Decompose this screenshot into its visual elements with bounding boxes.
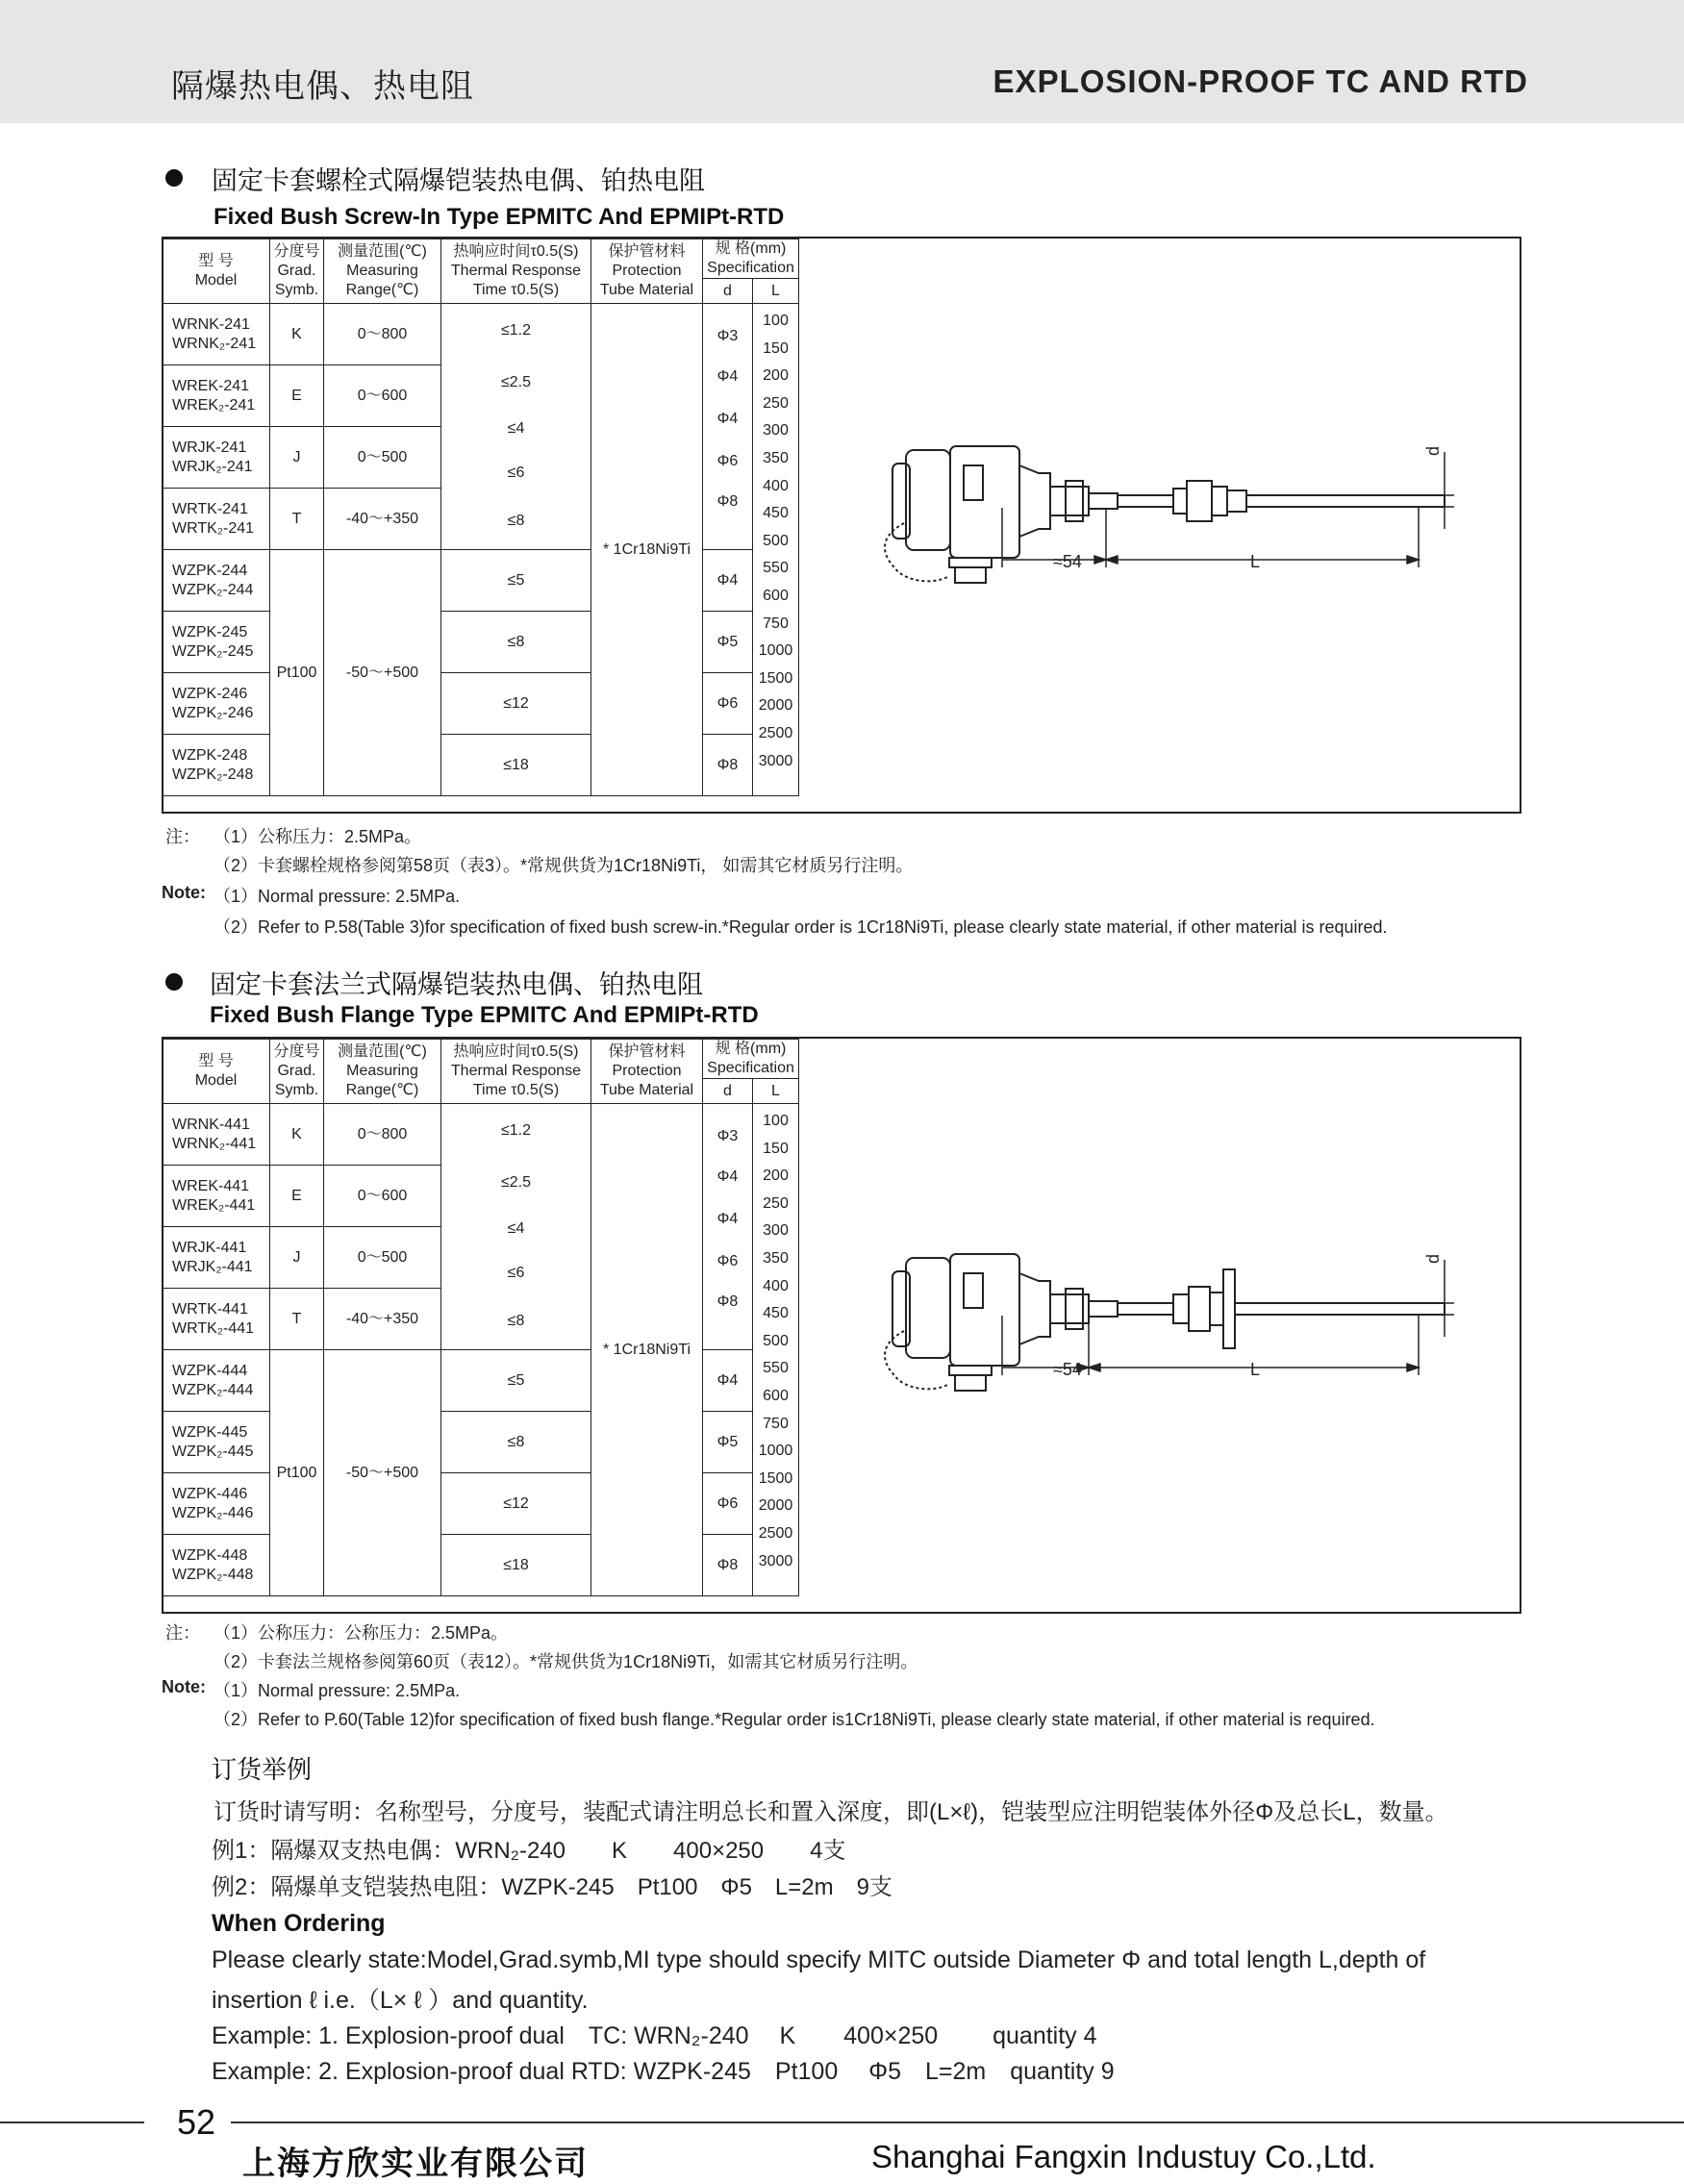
response-tc-cell: [441, 304, 591, 550]
length-value: 600: [763, 588, 789, 604]
diameter-rtd-cell: Φ5: [703, 612, 753, 673]
response-value: ≤2.5: [500, 374, 532, 390]
length-value: 1500: [758, 1469, 793, 1487]
length-value: 150: [763, 1140, 789, 1157]
diameter-rtd-cell: Φ5: [703, 1412, 753, 1473]
model-name-line: WRNK₂-241: [172, 335, 257, 352]
diameter-value: Φ4: [716, 368, 739, 385]
model-name-line: WZPK-448: [172, 1546, 248, 1564]
col-header-model-line: 型 号: [198, 1053, 234, 1069]
table-row: [163, 735, 799, 796]
col-header-range-line: Measuring: [346, 263, 418, 279]
range-cell: -40～+350: [324, 489, 441, 550]
grad-cell: K: [270, 304, 324, 365]
col-header-grad-line: 分度号: [273, 243, 320, 260]
header-title-en: EXPLOSION-PROOF TC AND RTD: [993, 63, 1528, 99]
col-header-range-line: Measuring: [346, 1063, 418, 1079]
col-header-range: [324, 239, 441, 304]
section1-bullet: [165, 169, 183, 187]
col-header-material-line: Tube Material: [599, 282, 694, 298]
section2-note-en2: （2）Refer to P.60(Table 12)for specification of fixed bush flange.*Regular order is1Cr18Ni9Ti, please clearly state material, if other material is required.: [214, 1710, 1375, 1729]
dim-d-label: d: [1423, 445, 1443, 456]
section2-note-label-cn: 注：: [165, 1623, 200, 1643]
material-cell: * 1Cr18Ni9Ti: [591, 1104, 703, 1596]
footer-company-en: Shanghai Fangxin Industuy Co.,Ltd.: [871, 2139, 1376, 2174]
col-header-d: d: [703, 279, 753, 304]
dim-L-label: L: [1250, 552, 1261, 571]
length-value: 500: [763, 1332, 789, 1349]
col-header-grad-line: Symb.: [274, 282, 319, 298]
response-value: ≤6: [507, 1265, 525, 1281]
section1-title-en: Fixed Bush Screw-In Type EPMITC And EPMIPt-RTD: [214, 204, 785, 230]
section2-note-cn1: （1）公称压力：公称压力：2.5MPa。: [214, 1623, 509, 1643]
diameter-rtd-cell: Φ6: [703, 1473, 753, 1535]
col-header-model: [163, 1040, 270, 1104]
table-row: [163, 1412, 799, 1473]
response-value: ≤4: [507, 1220, 525, 1237]
grad-cell: Pt100: [270, 550, 324, 796]
diameter-rtd-cell: Φ4: [703, 550, 753, 612]
ordering-line-cn: 订货时请写明：名称型号，分度号，装配式请注明总长和置入深度，即(L×ℓ)，铠装型应注明铠装体外径Φ及总长L，数量。: [214, 1799, 1448, 1825]
length-value: 1000: [758, 642, 793, 660]
model-name-line: WRJK₂-441: [172, 1258, 253, 1275]
section1-title-cn: 固定卡套螺栓式隔爆铠装热电偶、铂热电阻: [212, 166, 705, 195]
section2-title-en: Fixed Bush Flange Type EPMITC And EPMIPt-RTD: [210, 1002, 759, 1028]
col-header-grad: [270, 1040, 324, 1104]
length-value: 100: [763, 1113, 789, 1129]
col-header-spec-line: Specification: [707, 1060, 794, 1076]
length-value: 100: [763, 313, 789, 329]
header-title-cn: 隔爆热电偶、热电阻: [171, 68, 474, 105]
grad-cell: K: [270, 1104, 324, 1166]
range-cell: -40～+350: [324, 1289, 441, 1350]
col-header-grad: [270, 239, 324, 304]
response-value: ≤2.5: [500, 1174, 532, 1191]
model-name-line: WRNK-241: [172, 315, 250, 333]
grad-cell: E: [270, 1166, 324, 1227]
diameter-value: Φ4: [716, 1211, 739, 1227]
ordering-title-cn: 订货举例: [212, 1755, 313, 1784]
col-header-material-line: 保护管材料: [608, 1043, 686, 1060]
col-header-L: L: [753, 279, 799, 304]
diameter-rtd-cell: Φ6: [703, 673, 753, 735]
col-header-material-line: Protection: [612, 263, 682, 279]
model-name-line: WREK-441: [172, 1177, 250, 1194]
response-value: ≤1.2: [500, 322, 532, 339]
col-header-grad-line: Grad.: [277, 263, 316, 279]
col-header-d: d: [703, 1079, 753, 1104]
response-rtd-cell: ≤12: [441, 1473, 591, 1535]
response-value: ≤8: [507, 513, 525, 529]
length-value: 750: [763, 1415, 789, 1432]
col-header-material: [591, 239, 703, 304]
table-row: [163, 1535, 799, 1596]
model-name-line: WZPK₂-448: [172, 1566, 254, 1583]
length-value: 300: [763, 422, 789, 439]
length-value: 350: [763, 450, 789, 466]
response-rtd-cell: ≤12: [441, 673, 591, 735]
section1-spec-table: [162, 238, 799, 796]
model-cell: [163, 612, 270, 673]
section2-note-cn2: （2）卡套法兰规格参阅第60页（表12）。*常规供货为1Cr18Ni9Ti，如需其它材质另行注明。: [214, 1652, 918, 1671]
section2-bullet: [165, 973, 183, 991]
response-rtd-cell: ≤5: [441, 550, 591, 612]
grad-cell: J: [270, 1227, 324, 1289]
ordering-line-en1: Please clearly state:Model,Grad.symb,MI type should specify MITC outside Diameter Φ and total length L,depth of: [212, 1946, 1426, 1973]
section1-note-cn1: （1）公称压力：2.5MPa。: [214, 827, 422, 846]
response-rtd-cell: ≤18: [441, 1535, 591, 1596]
model-cell: [163, 1535, 270, 1596]
flange-thermocouple-drawing: [846, 1231, 1462, 1404]
length-value: 450: [763, 1305, 789, 1322]
table-row: [163, 1350, 799, 1412]
col-header-grad-line: 分度号: [273, 1043, 320, 1060]
section1-note-label-cn: 注：: [165, 827, 200, 846]
table-row: [163, 550, 799, 612]
grad-cell: Pt100: [270, 1350, 324, 1596]
col-header-L: L: [753, 1079, 799, 1104]
table-row: [163, 1104, 799, 1166]
col-header-spec: [703, 1040, 799, 1079]
response-rtd-cell: ≤8: [441, 1412, 591, 1473]
model-cell: [163, 673, 270, 735]
length-value: 2500: [758, 725, 793, 741]
model-cell: [163, 550, 270, 612]
model-cell: [163, 735, 270, 796]
model-name-line: WZPK-445: [172, 1423, 248, 1441]
col-header-response-line: Thermal Response: [450, 263, 582, 279]
diameter-tc-cell: [703, 304, 753, 550]
model-name-line: WZPK₂-248: [172, 766, 254, 783]
diameter-rtd-cell: Φ8: [703, 735, 753, 796]
ordering-title-en: When Ordering: [212, 1910, 386, 1937]
model-cell: [163, 1473, 270, 1535]
length-value: 550: [763, 1360, 789, 1377]
model-name-line: WREK₂-241: [172, 396, 256, 414]
ordering-example2-cn: 例2：隔爆单支铠装热电阻：WZPK-245 Pt100 Φ5 L=2m 9支: [212, 1874, 892, 1900]
section1-note-label-en: Note:: [162, 883, 206, 902]
section2-note-en1: （1）Normal pressure: 2.5MPa.: [214, 1681, 461, 1700]
table-row: [163, 1473, 799, 1535]
diameter-value: Φ6: [716, 453, 739, 469]
response-value: ≤6: [507, 464, 525, 481]
length-value: 350: [763, 1250, 789, 1267]
range-cell: 0～500: [324, 1227, 441, 1289]
diameter-rtd-cell: Φ8: [703, 1535, 753, 1596]
footer-line-left: [0, 2121, 144, 2123]
col-header-material-line: Protection: [612, 1063, 682, 1079]
model-name-line: WZPK₂-446: [172, 1504, 254, 1521]
length-value: 3000: [758, 1552, 793, 1569]
model-cell: [163, 304, 270, 365]
length-value: 200: [763, 367, 789, 385]
model-cell: [163, 365, 270, 427]
model-name-line: WZPK₂-246: [172, 704, 254, 721]
model-name-line: WZPK-446: [172, 1485, 248, 1502]
model-name-line: WRJK₂-241: [172, 458, 253, 475]
model-cell: [163, 1350, 270, 1412]
length-value: 250: [763, 1194, 789, 1212]
col-header-range-line: Range(℃): [345, 282, 419, 298]
model-name-line: WZPK-248: [172, 746, 248, 764]
col-header-response-line: 热响应时间τ0.5(S): [453, 243, 579, 260]
model-name-line: WRJK-241: [172, 439, 247, 456]
col-header-spec-line: 规 格(mm): [715, 240, 787, 257]
model-name-line: WREK-241: [172, 377, 250, 394]
col-header-material-line: 保护管材料: [608, 243, 686, 260]
length-value: 3000: [758, 752, 793, 769]
col-header-model-line: 型 号: [198, 253, 234, 269]
col-header-model-line: Model: [194, 1072, 238, 1089]
material-cell: * 1Cr18Ni9Ti: [591, 304, 703, 796]
model-name-line: WZPK₂-445: [172, 1443, 254, 1460]
diameter-value: Φ3: [716, 328, 739, 344]
range-cell: -50～+500: [324, 1350, 441, 1596]
response-rtd-cell: ≤18: [441, 735, 591, 796]
col-header-response: [441, 1040, 591, 1104]
ordering-line-en2: insertion ℓ i.e.（L× ℓ ）and quantity.: [212, 1987, 589, 2014]
section1-note-cn2: （2）卡套螺栓规格参阅第58页（表3）。*常规供货为1Cr18Ni9Ti， 如需其它材质另行注明。: [214, 856, 914, 875]
section1-note-en1: （1）Normal pressure: 2.5MPa.: [214, 887, 461, 906]
length-cell: [753, 304, 799, 796]
ordering-example1-en: Example: 1. Explosion-proof dual TC: WRN₂-240 K 400×250 quantity 4: [212, 2022, 1097, 2049]
col-header-spec-line: Specification: [707, 260, 794, 276]
length-value: 400: [763, 477, 789, 494]
col-header-response-line: Time τ0.5(S): [472, 1082, 560, 1098]
diameter-value: Φ4: [716, 1168, 739, 1185]
page-number: 52: [177, 2102, 216, 2142]
screw-in-thermocouple-drawing: [846, 423, 1462, 596]
ordering-example2-en: Example: 2. Explosion-proof dual RTD: WZPK-245 Pt100 Φ5 L=2m quantity 9: [212, 2058, 1115, 2085]
model-name-line: WZPK-444: [172, 1362, 248, 1379]
col-header-range-line: Range(℃): [345, 1082, 419, 1098]
model-cell: [163, 1289, 270, 1350]
length-value: 300: [763, 1222, 789, 1240]
model-cell: [163, 489, 270, 550]
response-value: ≤4: [507, 420, 525, 437]
model-cell: [163, 1166, 270, 1227]
model-name-line: WRNK-441: [172, 1116, 250, 1133]
diameter-value: Φ4: [716, 411, 739, 427]
diameter-value: Φ6: [716, 1253, 739, 1269]
dim-L-label: L: [1250, 1360, 1261, 1379]
model-cell: [163, 1227, 270, 1289]
response-value: ≤1.2: [500, 1122, 532, 1139]
length-value: 450: [763, 505, 789, 522]
col-header-spec: [703, 239, 799, 279]
diameter-value: Φ3: [716, 1128, 739, 1144]
model-name-line: WZPK-244: [172, 562, 248, 579]
length-cell: [753, 1104, 799, 1596]
table-row: [163, 304, 799, 365]
section2-note-label-en: Note:: [162, 1677, 206, 1696]
col-header-response-line: 热响应时间τ0.5(S): [453, 1043, 579, 1060]
model-cell: [163, 427, 270, 489]
col-header-grad-line: Symb.: [274, 1082, 319, 1098]
col-header-response: [441, 239, 591, 304]
section2-title-cn: 固定卡套法兰式隔爆铠装热电偶、铂热电阻: [210, 970, 703, 999]
grad-cell: T: [270, 489, 324, 550]
response-value: ≤8: [507, 1313, 525, 1329]
length-value: 400: [763, 1277, 789, 1294]
col-header-response-line: Thermal Response: [450, 1063, 582, 1079]
col-header-material: [591, 1040, 703, 1104]
length-value: 250: [763, 394, 789, 412]
model-name-line: WREK₂-441: [172, 1196, 256, 1214]
diameter-rtd-cell: Φ4: [703, 1350, 753, 1412]
dim-54-label: ≈54: [1053, 1360, 1082, 1379]
table-row: [163, 612, 799, 673]
model-cell: [163, 1104, 270, 1166]
range-cell: -50～+500: [324, 550, 441, 796]
range-cell: 0～500: [324, 427, 441, 489]
diameter-value: Φ8: [716, 493, 739, 510]
ordering-example1-cn: 例1：隔爆双支热电偶：WRN₂-240 K 400×250 4支: [212, 1838, 846, 1864]
length-value: 150: [763, 339, 789, 357]
length-value: 2000: [758, 1497, 793, 1515]
section2-spec-table: [162, 1039, 799, 1596]
col-header-range: [324, 1040, 441, 1104]
col-header-model: [163, 239, 270, 304]
model-name-line: WRTK₂-241: [172, 519, 255, 537]
col-header-grad-line: Grad.: [277, 1063, 316, 1079]
model-cell: [163, 1412, 270, 1473]
model-name-line: WRJK-441: [172, 1239, 247, 1256]
footer-company-cn: 上海方欣实业有限公司: [242, 2146, 589, 2182]
model-name-line: WZPK₂-245: [172, 642, 254, 660]
col-header-spec-line: 规 格(mm): [715, 1041, 787, 1057]
length-value: 2000: [758, 697, 793, 715]
model-name-line: WRTK-241: [172, 500, 248, 517]
response-rtd-cell: ≤8: [441, 612, 591, 673]
col-header-range-line: 测量范围(℃): [338, 1043, 427, 1060]
length-value: 1000: [758, 1443, 793, 1460]
length-value: 1500: [758, 669, 793, 687]
range-cell: 0～800: [324, 304, 441, 365]
range-cell: 0～600: [324, 1166, 441, 1227]
model-name-line: WZPK₂-244: [172, 581, 254, 598]
grad-cell: T: [270, 1289, 324, 1350]
response-rtd-cell: ≤5: [441, 1350, 591, 1412]
dim-d-label: d: [1423, 1253, 1443, 1264]
model-name-line: WZPK-245: [172, 623, 248, 640]
length-value: 200: [763, 1167, 789, 1185]
length-value: 600: [763, 1388, 789, 1404]
col-header-material-line: Tube Material: [599, 1082, 694, 1098]
col-header-range-line: 测量范围(℃): [338, 243, 427, 260]
model-name-line: WRTK-441: [172, 1300, 248, 1318]
col-header-model-line: Model: [194, 272, 238, 289]
model-name-line: WRNK₂-441: [172, 1135, 257, 1152]
grad-cell: J: [270, 427, 324, 489]
diameter-tc-cell: [703, 1104, 753, 1350]
range-cell: 0～600: [324, 365, 441, 427]
section1-note-en2: （2）Refer to P.58(Table 3)for specification of fixed bush screw-in.*Regular order is 1Cr18Ni9Ti, please clearly state material, if other material is required.: [214, 917, 1388, 937]
grad-cell: E: [270, 365, 324, 427]
response-tc-cell: [441, 1104, 591, 1350]
length-value: 750: [763, 615, 789, 632]
col-header-response-line: Time τ0.5(S): [472, 282, 560, 298]
diameter-value: Φ8: [716, 1293, 739, 1310]
footer-line-right: [231, 2121, 1684, 2123]
length-value: 2500: [758, 1525, 793, 1542]
model-name-line: WZPK₂-444: [172, 1381, 254, 1398]
length-value: 550: [763, 560, 789, 577]
length-value: 500: [763, 532, 789, 549]
range-cell: 0～800: [324, 1104, 441, 1166]
model-name-line: WRTK₂-441: [172, 1319, 255, 1337]
dim-54-label: ≈54: [1053, 552, 1082, 571]
table-row: [163, 673, 799, 735]
model-name-line: WZPK-246: [172, 685, 248, 702]
